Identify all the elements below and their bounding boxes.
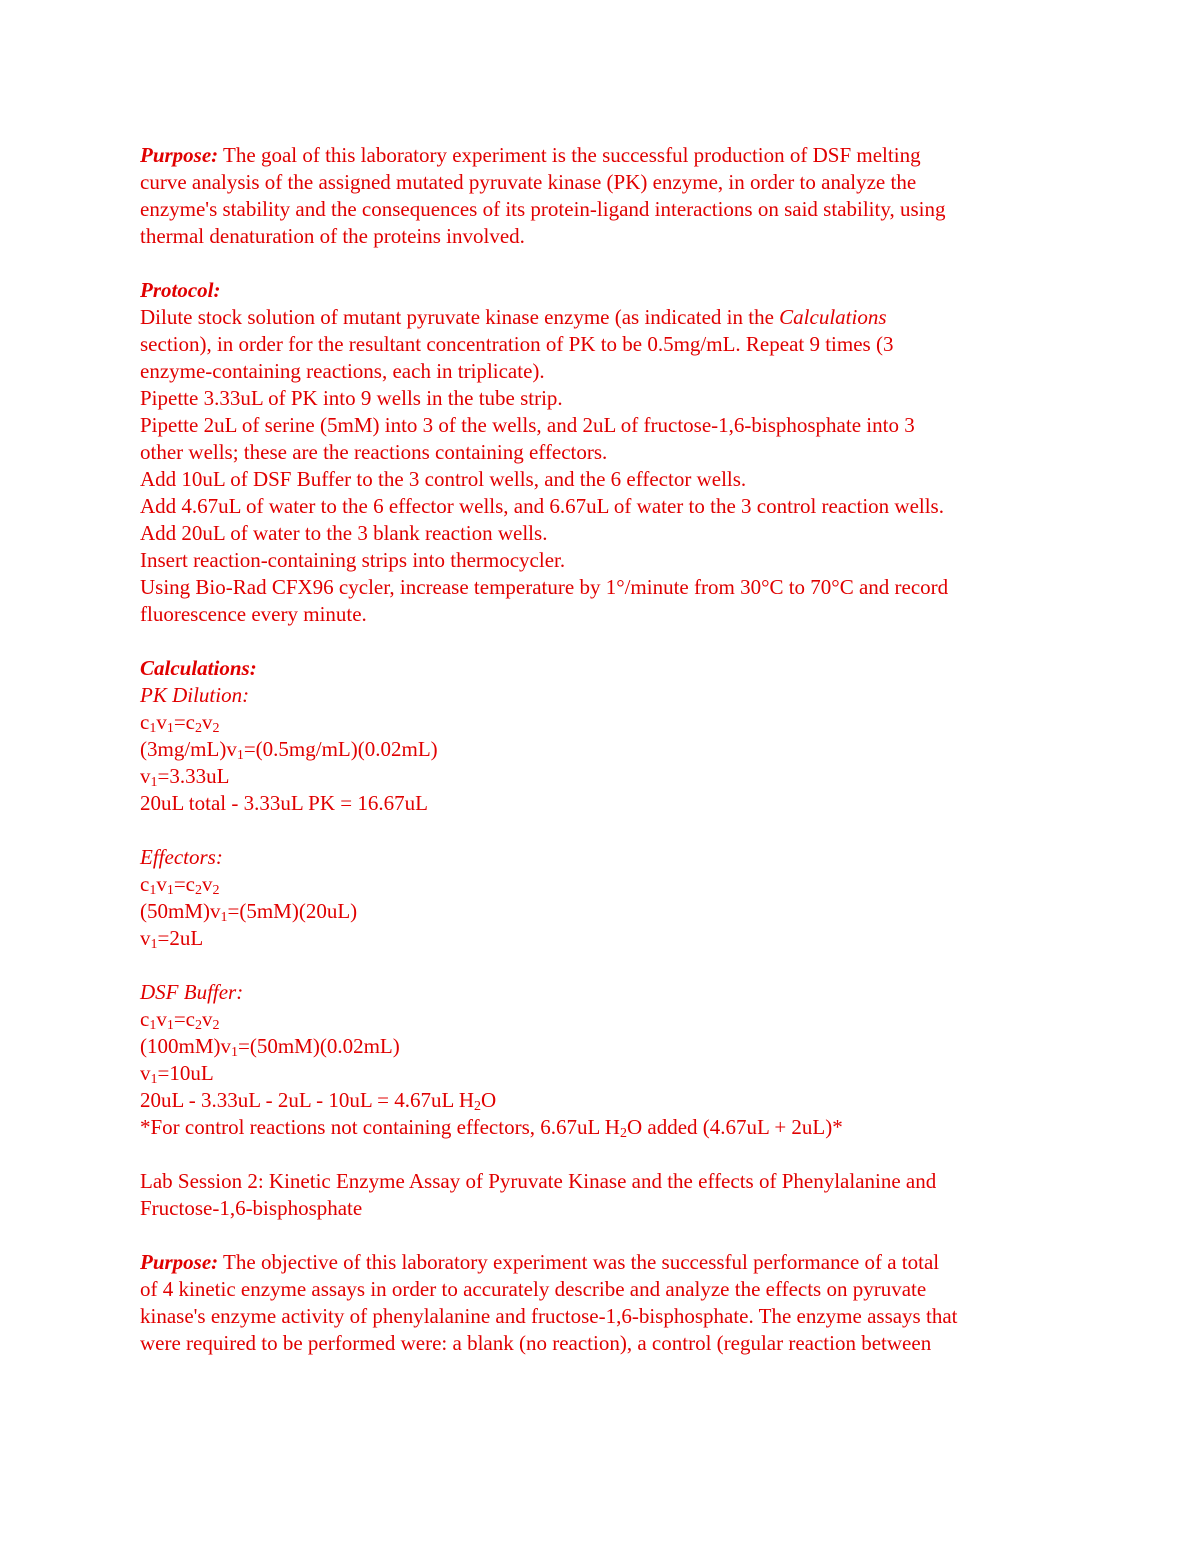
protocol-line: fluorescence every minute. [140, 602, 367, 626]
protocol-line: Insert reaction-containing strips into thermocycler. [140, 548, 566, 572]
purpose-2-line-1 [140, 1249, 1070, 1276]
purpose-2-line-2: of 4 kinetic enzyme assays in order to accurately describe and analyze the effects on pyruvate [140, 1277, 927, 1301]
protocol-line: Add 10uL of DSF Buffer to the 3 control wells, and the 6 effector wells. [140, 467, 747, 491]
purpose-2-text: The objective of this laboratory experiment was the successful performance of a total [218, 1250, 940, 1274]
protocol-heading: Protocol: [140, 278, 221, 302]
dsf-result: $v_1=10uL$ [140, 1061, 214, 1087]
pk-dilution-title: PK Dilution: [140, 683, 250, 707]
purpose-paragraph [140, 142, 1070, 250]
protocol-line: section), in order for the resultant concentration of PK to be 0.5mg/mL. Repeat 9 times (3 [140, 332, 894, 356]
pk-total: 20uL total - 3.33uL PK = 16.67uL [140, 791, 428, 815]
document-page [140, 142, 1070, 1357]
purpose-2-paragraph [140, 1249, 1070, 1357]
purpose-text: The goal of this laboratory experiment is the successful production of DSF melting [218, 143, 921, 167]
effectors-equation: $(50mM)v_1=(5mM)(20uL)$ [140, 899, 358, 925]
calculations-heading: Calculations: [140, 656, 257, 680]
pk-result: $v_1=3.33uL$ [140, 764, 230, 790]
protocol-line: other wells; these are the reactions containing effectors. [140, 440, 608, 464]
purpose-line-3: enzyme's stability and the consequences of its protein-ligand interactions on said stability, using [140, 197, 946, 221]
session-2-line-1: Lab Session 2: Kinetic Enzyme Assay of Pyruvate Kinase and the effects of Phenylalanine and [140, 1169, 937, 1193]
purpose-line-1 [140, 142, 1070, 169]
control-note: *For control reactions not containing effectors, 6.67uL $H_2O$ added (4.67uL + 2uL)* [140, 1115, 843, 1141]
water-calculation: 20uL - 3.33uL - 2uL - 10uL = 4.67uL $H_2O$ [140, 1088, 497, 1114]
protocol-line: Pipette 3.33uL of PK into 9 wells in the tube strip. [140, 386, 563, 410]
protocol-line: Add 4.67uL of water to the 6 effector wells, and 6.67uL of water to the 3 control reaction wells. [140, 494, 944, 518]
dsf-equation: $(100mM)v_1=(50mM)(0.02mL)$ [140, 1034, 400, 1060]
effectors-result: $v_1=2uL$ [140, 926, 204, 952]
purpose-2-heading: Purpose: [140, 1250, 219, 1274]
calculations-section [140, 655, 1070, 1141]
session-2-line-2: Fructose-1,6-bisphosphate [140, 1196, 363, 1220]
protocol-line: Add 20uL of water to the 3 blank reaction wells. [140, 521, 548, 545]
purpose-line-2: curve analysis of the assigned mutated pyruvate kinase (PK) enzyme, in order to analyze the [140, 170, 917, 194]
protocol-line: Using Bio-Rad CFX96 cycler, increase temperature by 1°/minute from 30°C to 70°C and record [140, 575, 949, 599]
protocol-section [140, 277, 1070, 628]
protocol-line-1 [140, 304, 1070, 331]
pk-equation: $(3mg/mL)v_1=(0.5mg/mL)(0.02mL)$ [140, 737, 438, 763]
purpose-heading: Purpose: [140, 143, 219, 167]
purpose-2-line-3: kinase's enzyme activity of phenylalanine and fructose-1,6-bisphosphate. The enzyme assays that [140, 1304, 958, 1328]
effectors-title: Effectors: [140, 845, 223, 869]
purpose-line-4: thermal denaturation of the proteins involved. [140, 224, 525, 248]
dilution-formula: $c_1v_1=c_2v_2$ [140, 710, 220, 736]
calculations-reference: Calculations [779, 305, 887, 329]
protocol-text: Dilute stock solution of mutant pyruvate kinase enzyme (as indicated in the [140, 305, 780, 329]
protocol-line: Pipette 2uL of serine (5mM) into 3 of the wells, and 2uL of fructose-1,6-bisphosphate into 3 [140, 413, 915, 437]
protocol-line: enzyme-containing reactions, each in triplicate). [140, 359, 545, 383]
dilution-formula: $c_1v_1=c_2v_2$ [140, 1007, 220, 1033]
session-2-title [140, 1168, 1070, 1222]
dilution-formula: $c_1v_1=c_2v_2$ [140, 872, 220, 898]
purpose-2-line-4: were required to be performed were: a blank (no reaction), a control (regular reaction between [140, 1331, 932, 1355]
dsf-buffer-title: DSF Buffer: [140, 980, 244, 1004]
